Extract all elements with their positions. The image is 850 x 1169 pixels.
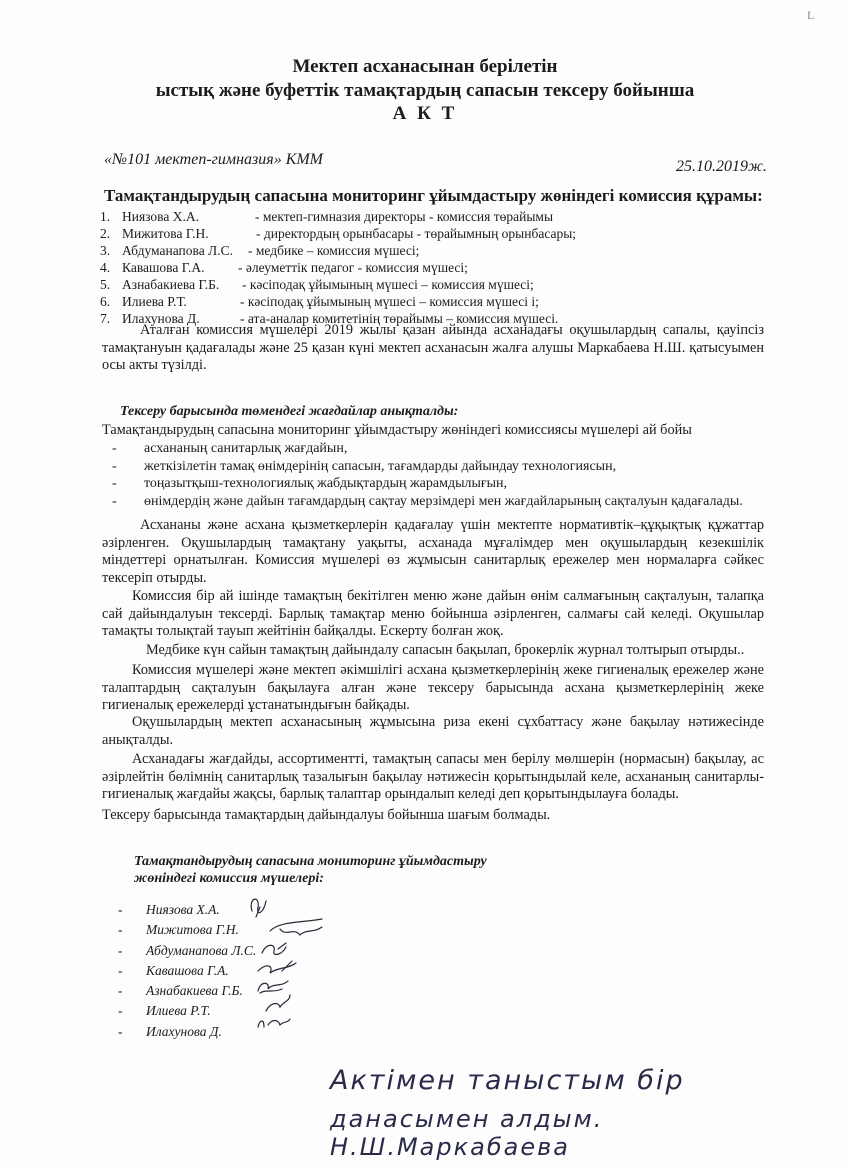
bullet-dash: - <box>112 441 117 456</box>
organization-name: «№101 мектеп-гимназия» КММ <box>104 151 324 168</box>
bullet-dash: - <box>118 983 123 999</box>
check-item-text: өнімдердің және дайын тағамдардың сақтау мерзімдері мен жағдайларының сақталуын қадағалады. <box>144 493 743 509</box>
paragraph-nurse: Медбике күн сайын тамақтың дайындалу сапасын бақылап, брокерлік журнал толтырып отырды.. <box>146 642 745 658</box>
member-name: Азнабакиева Г.Б. <box>122 277 220 292</box>
member-role: - кәсіподақ ұйымының мүшесі – комиссия мүшесі і; <box>240 294 539 309</box>
commission-member-row <box>100 293 539 310</box>
intro-paragraph: Аталған комиссия мүшелері 2019 жылы қазан айында асханадағы оқушылардың сапалы, қауіпсіз тамақтануын қадағалады және 25 қазан күні мектеп асханасын жалға алушы Маркабаева Н.Ш. қатысуымен осы акты түзілді. <box>102 322 764 373</box>
final-line: Тексеру барысында тамақтардың дайындалуы бойынша шағым болмады. <box>102 807 551 823</box>
title-line-2: ыстық және буфеттік тамақтардың сапасын тексеру бойынша <box>155 80 695 101</box>
check-item <box>112 458 772 476</box>
signatory-name: Илахунова Д. <box>146 1023 222 1039</box>
member-number: 5. <box>100 277 111 292</box>
paragraph-conclusion: Асханадағы жағдайды, ассортиментті, тамақтың сапасы мен берілу мөлшерін (нормасын) бақылау, ас әзірлейтін бөлімнің санитарлық тазалығын бақылау нәтижесін қорытындылай келе, асхананың санитарлы-гигиеналық жағдайы жақсы, барлық талаптар орындалып келеді деп қорытындылауға болады. <box>102 751 764 802</box>
commission-member-row <box>100 208 554 225</box>
corner-mark: L <box>807 8 815 22</box>
member-number: 2. <box>100 226 111 241</box>
commission-member-row <box>100 276 534 293</box>
document-date: 25.10.2019ж. <box>676 158 767 175</box>
signature-ilieva <box>266 995 290 1011</box>
check-items-list <box>112 440 772 510</box>
check-item-text: асхананың санитарлық жағдайын, <box>144 441 348 456</box>
member-name: Илахунова Д. <box>122 311 200 326</box>
member-role: - мектеп-гимназия директоры - комиссия төрайымы <box>255 209 554 224</box>
member-number: 4. <box>100 260 111 275</box>
member-name: Ниязова Х.А. <box>122 209 199 224</box>
member-role: - медбике – комиссия мүшесі; <box>248 243 420 258</box>
handwritten-note-line-2: данасымен алдым. Н.Ш.Маркабаева <box>330 1105 604 1161</box>
signature-mizhitova <box>270 919 322 935</box>
bullet-dash: - <box>118 962 123 978</box>
paragraph-hygiene: Комиссия мүшелері және мектеп әкімшілігі асхана қызметкерлерінің жеке гигиеналық ережелер және талаптардың сақталуын бақылауға алған және тексеру барысында асхана қызметкерлерінің жеке гигиеналық ережелерді ұстанатындығын байқады. <box>102 662 764 713</box>
member-name: Абдуманапова Л.С. <box>122 243 233 258</box>
paragraph-menu-check: Комиссия бір ай ішінде тамақтың бекітілген меню және дайын өнім салмағының сақталуын, талапқа сай дайындалуын тексерді. Барлық тамақтар меню бойынша әзірленген, салмағы сай келеді. Оқушылар тамақты толықтай тауып жейтінін байқалды. Ескерту болған жоқ. <box>102 588 764 639</box>
member-number: 1. <box>100 209 111 224</box>
signatory-name: Абдуманапова Л.С. <box>146 942 257 958</box>
commission-members-list <box>100 208 577 327</box>
bullet-dash: - <box>112 476 117 492</box>
signatory-name: Азнабакиева Г.Б. <box>146 983 243 999</box>
bullet-dash: - <box>118 902 123 917</box>
signatures-heading-line-1: Тамақтандырудың сапасына мониторинг ұйымдастыру <box>134 854 487 869</box>
handwritten-note-line-1: Актімен таныстым бір <box>330 1065 685 1096</box>
signatory-name: Илиева Р.Т. <box>146 1003 211 1019</box>
bullet-dash: - <box>118 922 123 938</box>
title-line-3: А К Т <box>392 103 458 124</box>
signatory-name: Ниязова Х.А. <box>146 902 220 917</box>
paragraph-students: Оқушылардың мектеп асханасының жұмысына риза екені сұхбаттасу және бақылау нәтижесінде анықталды. <box>102 714 764 748</box>
signatory-name: Кавашова Г.А. <box>146 962 229 978</box>
check-item <box>112 493 772 511</box>
check-item-text: жеткізілетін тамақ өнімдерінің сапасын, тағамдарды дайындау технологиясын, <box>144 458 617 474</box>
signature-aznabakieva <box>258 981 288 993</box>
check-item-text: тоңазытқыш-технологиялық жабдықтардың жарамдылығын, <box>144 476 508 492</box>
paragraph-regulations: Асхананы және асхана қызметкерлерін қадағалау үшін мектепте нормативтік–құқықтық құжаттар әзірленген. Оқушылардың тамақтану уақыты, асханада мұғалімдер мен оқушылардың кезекшілік міндеттері орнатылған. Комиссия мүшелері өз жұмысын санитарлық ережелер мен нормаларға сәйкес тексеріп отырды. <box>102 517 764 586</box>
member-role: - кәсіподақ ұйымының мүшесі – комиссия мүшесі; <box>242 277 534 292</box>
check-item <box>112 475 772 493</box>
bullet-dash: - <box>118 942 123 958</box>
commission-member-row <box>100 225 577 242</box>
signature-ilakhunova <box>258 1019 290 1027</box>
check-item <box>112 440 772 458</box>
signature-niyazova <box>251 899 266 917</box>
member-role: - директордың орынбасары - төрайымның орынбасары; <box>256 226 577 241</box>
signature-kavashova <box>258 961 296 973</box>
member-number: 3. <box>100 243 111 258</box>
signature-scribbles <box>230 893 340 1038</box>
member-name: Кавашова Г.А. <box>122 260 205 275</box>
commission-member-row <box>100 259 468 276</box>
bullet-dash: - <box>112 458 117 474</box>
bullet-dash: - <box>118 1003 123 1019</box>
check-intro: Тамақтандырудың сапасына мониторинг ұйымдастыру жөніндегі комиссиясы мүшелері ай бойы <box>102 422 692 438</box>
bullet-dash: - <box>118 1023 123 1039</box>
member-name: Мижитова Г.Н. <box>122 226 209 241</box>
commission-heading: Тамақтандырудың сапасына мониторинг ұйымдастыру жөніндегі комиссия құрамы: <box>104 186 763 205</box>
title-line-1: Мектеп асханасынан берілетін <box>292 56 558 77</box>
member-name: Илиева Р.Т. <box>122 294 187 309</box>
check-heading: Тексеру барысында төмендегі жағдайлар анықталды: <box>120 404 459 419</box>
member-role: - әлеуметтік педагог - комиссия мүшесі; <box>238 260 468 275</box>
signatures-heading-line-2: жөніндегі комиссия мүшелері: <box>134 871 324 886</box>
member-number: 6. <box>100 294 111 309</box>
signature-abdumanapova <box>262 943 286 954</box>
signatory-name: Мижитова Г.Н. <box>146 922 239 938</box>
member-role: - ата-аналар комитетінің төрайымы – комиссия мүшесі. <box>240 311 559 326</box>
member-number: 7. <box>100 311 111 326</box>
commission-member-row <box>100 242 420 259</box>
bullet-dash: - <box>112 493 117 509</box>
